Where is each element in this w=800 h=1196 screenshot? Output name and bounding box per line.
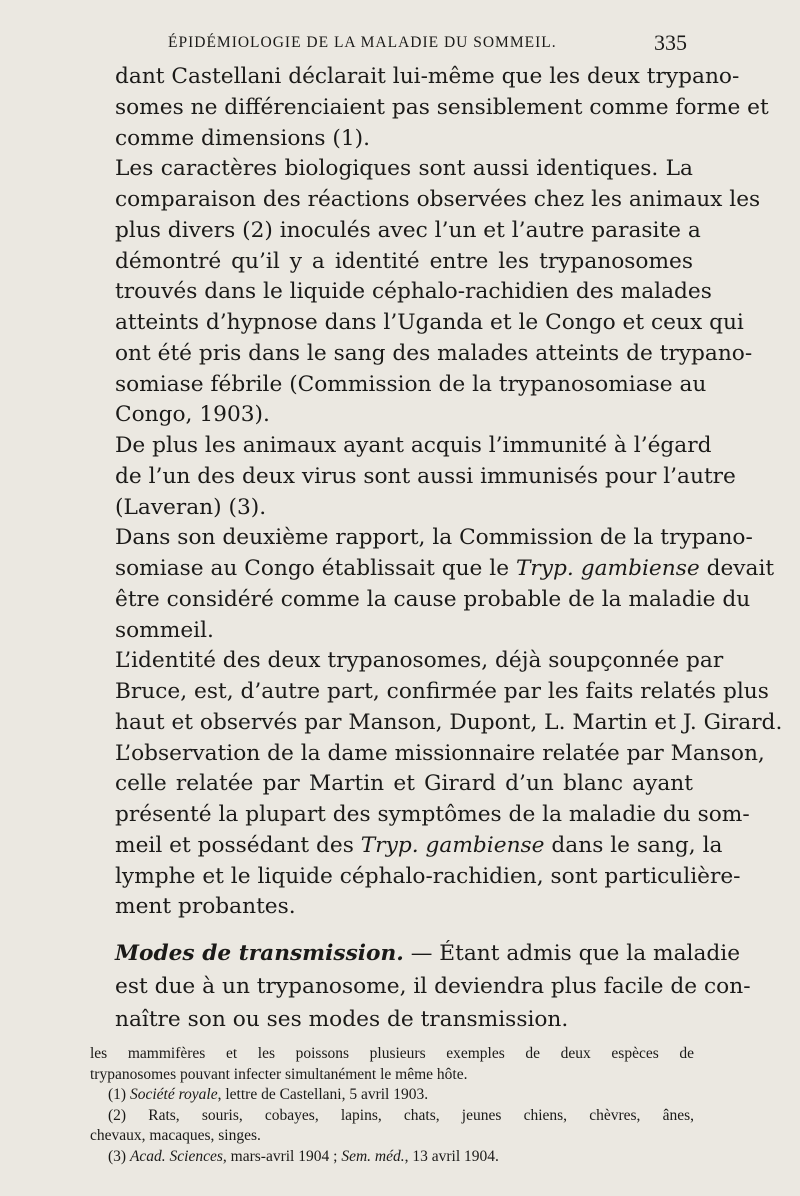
- species-name: Tryp. gambiense: [360, 832, 545, 858]
- text-segment: — Étant admis que la maladie: [403, 941, 741, 966]
- text-line: haut et observés par Manson, Dupont, L. Martin et J. Girard.: [115, 709, 783, 735]
- text-line: ment probantes.: [115, 894, 296, 920]
- footnote-number: (1): [108, 1086, 127, 1103]
- text-line: [115, 831, 723, 862]
- text-line: [115, 554, 775, 585]
- text-line: dant Castellani déclarait lui-même que les deux trypano-: [115, 64, 740, 89]
- page-number: 335: [654, 30, 687, 55]
- text-line: Les caractères biologiques sont aussi identiques. La: [115, 156, 693, 182]
- text-line: Congo, 1903).: [115, 402, 270, 428]
- text-segment: somiase au Congo établissait que le: [115, 556, 516, 581]
- text-line: démontré qu’il y a identité entre les trypanosomes: [115, 248, 693, 274]
- text-segment: devait: [699, 556, 775, 581]
- text-line: Bruce, est, d’autre part, confirmée par les faits relatés plus: [115, 679, 769, 704]
- text-line: plus divers (2) inoculés avec l’un et l’autre parasite a: [115, 217, 701, 243]
- footnote-number: (3): [108, 1147, 127, 1165]
- text-line: De plus les animaux ayant acquis l’immunité à l’égard: [115, 433, 712, 458]
- text-line: somes ne différenciaient pas sensiblement comme forme et: [115, 94, 769, 120]
- text-line: présenté la plupart des symptômes de la maladie du som-: [115, 802, 750, 827]
- section-title: Modes de transmission.: [115, 941, 404, 966]
- text-line: ont été pris dans le sang des malades atteints de trypano-: [115, 340, 753, 366]
- footnote-continued: les mammifères et les poissons plusieurs exemples de deux espèces de: [90, 1045, 694, 1062]
- footnote-source: Acad. Sciences: [129, 1147, 223, 1165]
- text-line: sommeil.: [115, 617, 214, 643]
- text-line: (Laveran) (3).: [115, 494, 267, 520]
- running-title: ÉPIDÉMIOLOGIE DE LA MALADIE DU SOMMEIL.: [168, 34, 557, 51]
- text-line: L’observation de la dame missionnaire relatée par Manson,: [115, 740, 765, 766]
- text-line: de l’un des deux virus sont aussi immunisés pour l’autre: [115, 463, 736, 489]
- text-line: atteints d’hypnose dans l’Uganda et le Congo et ceux qui: [115, 310, 744, 335]
- text-line: L’identité des deux trypanosomes, déjà soupçonnée par: [115, 648, 724, 674]
- footnote-continued: trypanosomes pouvant infecter simultanément le même hôte.: [90, 1065, 468, 1083]
- text-line: naître son ou ses modes de transmission.: [115, 1007, 569, 1032]
- text-line: somiase fébrile (Commission de la trypanosomiase au: [115, 371, 707, 397]
- footnote-2: (2) Rats, souris, cobayes, lapins, chats, jeunes chiens, chèvres, ânes,: [108, 1106, 694, 1124]
- footnote-text: , mars-avril 1904 ;: [222, 1147, 342, 1165]
- text-line: Dans son deuxième rapport, la Commission de la trypano-: [115, 525, 753, 551]
- footnote-text: , lettre de Castellani, 5 avril 1903.: [217, 1086, 429, 1103]
- footnote-3: [90, 1147, 694, 1168]
- text-segment: meil et possédant des: [115, 832, 361, 858]
- text-line: celle relatée par Martin et Girard d’un blanc ayant: [115, 771, 693, 797]
- footnote-text: , 13 avril 1904.: [404, 1147, 499, 1165]
- text-line: comme dimensions (1).: [115, 125, 370, 151]
- text-line: comparaison des réactions observées chez les animaux les: [115, 187, 761, 212]
- footnote-1: [90, 1085, 694, 1106]
- footnotes: [90, 1044, 694, 1167]
- section-modes-de-transmission: [115, 937, 751, 1036]
- footnote-source: Société royale: [129, 1086, 218, 1103]
- page-header: [0, 30, 800, 60]
- text-line: être considéré comme la cause probable de la maladie du: [115, 586, 751, 612]
- text-line: lymphe et le liquide céphalo-rachidien, sont particulière-: [115, 863, 741, 889]
- section-heading-line: [115, 937, 741, 970]
- footnote-source: Sem. méd.: [341, 1147, 405, 1165]
- text-segment: dans le sang, la: [544, 832, 723, 858]
- text-line: trouvés dans le liquide céphalo-rachidien des malades: [115, 279, 712, 305]
- body-text: [115, 62, 783, 923]
- footnote-2-cont: chevaux, macaques, singes.: [90, 1127, 261, 1144]
- species-name: Tryp. gambiense: [515, 556, 700, 581]
- text-line: est due à un trypanosome, il deviendra plus facile de con-: [115, 974, 751, 999]
